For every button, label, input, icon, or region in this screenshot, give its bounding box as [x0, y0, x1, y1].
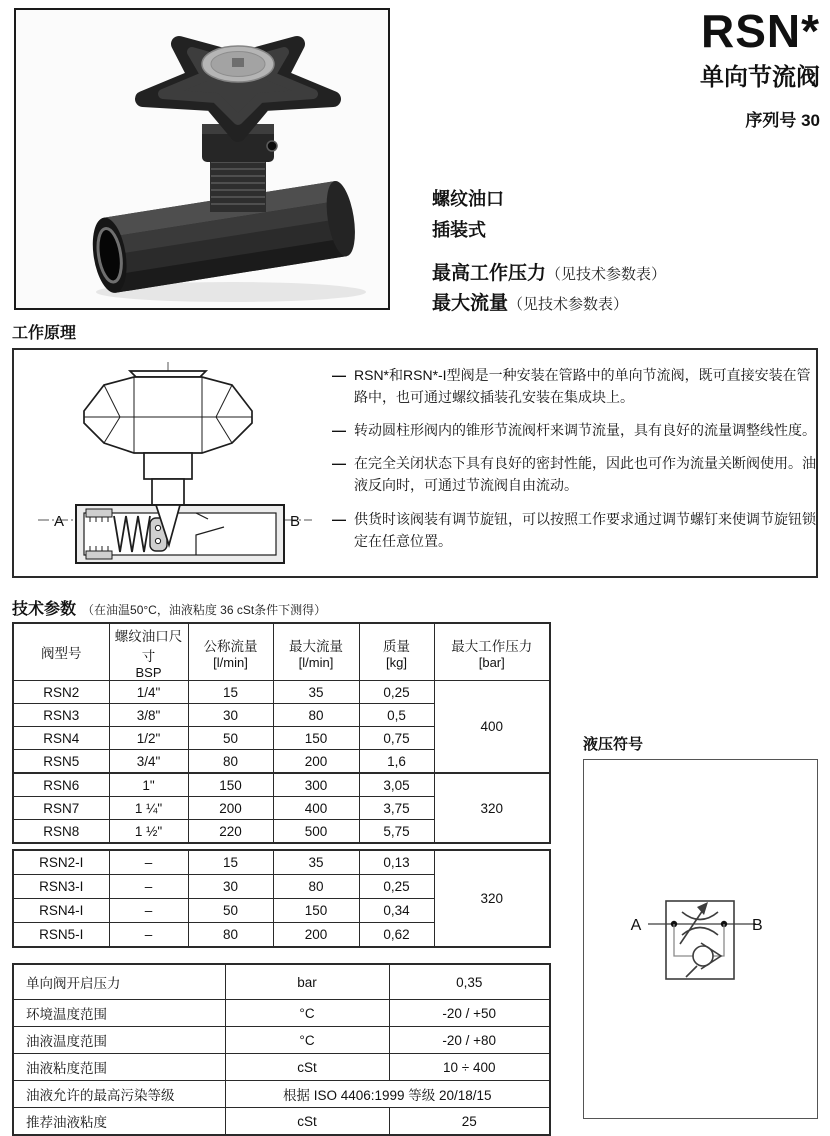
valve-product-photo: [16, 10, 388, 308]
spec-value-cell: 150: [188, 773, 273, 797]
max-pressure-cell: 400: [434, 681, 550, 774]
max-pressure-cell: 320: [434, 850, 550, 947]
valve-model-cell: RSN6: [13, 773, 109, 797]
valve-model-cell: RSN5: [13, 750, 109, 774]
hydraulic-symbol-box: [583, 759, 818, 1119]
spec-value-cell: –: [109, 850, 188, 875]
max-pressure-line: 最高工作压力（见技术参数表）: [432, 263, 667, 285]
port-type-label: 螺纹油口: [432, 189, 504, 209]
spec-value-cell: 1 ¼": [109, 797, 188, 820]
product-photo-frame: [14, 8, 390, 310]
general-params-table: [12, 963, 551, 1136]
max-pressure-note: （见技术参数表）: [546, 266, 667, 284]
param-label-cell: 油液允许的最高污染等级: [13, 1081, 225, 1108]
drawing-knob: [84, 371, 252, 453]
bullet-text: 供货时该阀装有调节旋钮，可以按照工作要求通过调节螺钉来使调节旋钮锁定在任意位置。: [354, 510, 816, 549]
mount-type-label: 插装式: [432, 219, 486, 240]
spec-value-cell: 200: [273, 750, 359, 774]
param-value-cell: 25: [389, 1108, 550, 1136]
working-principle-box: [12, 348, 818, 578]
spec-value-cell: 150: [273, 727, 359, 750]
title-block: [700, 6, 820, 131]
bullet-dash: —: [332, 422, 346, 439]
param-unit-cell: bar: [225, 964, 389, 1000]
tech-params-heading: 技术参数 （在油温50°C，油液粘度 36 cSt条件下测得）: [12, 601, 327, 618]
spec-row: [13, 681, 550, 704]
col-header-nominal-flow: 公称流量 [l/min]: [188, 623, 273, 681]
spec-value-cell: 0,13: [359, 850, 434, 875]
spec-value-cell: 500: [273, 820, 359, 844]
valve-model-cell: RSN5-I: [13, 923, 109, 948]
bullet-text: RSN*和RSN*-I型阀是一种安装在管路中的单向节流阀，既可直接安装在管路中，也可通过螺纹插装孔安装在集成块上。: [354, 367, 811, 406]
spec-value-cell: 50: [188, 899, 273, 923]
spec-value-cell: 80: [273, 875, 359, 899]
col-header-max-flow: 最大流量 [l/min]: [273, 623, 359, 681]
param-value-cell: -20 / +80: [389, 1027, 550, 1054]
spec-value-cell: 80: [188, 750, 273, 774]
throttle-check-valve-symbol: [584, 760, 817, 1116]
max-pressure-cell: 320: [434, 773, 550, 843]
param-value-cell: 10 ÷ 400: [389, 1054, 550, 1081]
spec-value-cell: 1/4": [109, 681, 188, 704]
param-row: [13, 964, 550, 1000]
valve-model-cell: RSN3: [13, 704, 109, 727]
set-screw: [267, 141, 277, 151]
main-spec-table: [12, 622, 551, 844]
port-b-label: B: [290, 513, 301, 530]
spec-value-cell: 400: [273, 797, 359, 820]
spec-value-cell: 1,6: [359, 750, 434, 774]
insert-spec-table: [12, 849, 551, 948]
param-row: [13, 1000, 550, 1027]
spec-value-cell: 0,75: [359, 727, 434, 750]
spec-row: [13, 773, 550, 797]
symbol-port-b-label: B: [752, 917, 763, 934]
spec-value-cell: 0,34: [359, 899, 434, 923]
valve-model-cell: RSN2-I: [13, 850, 109, 875]
spec-value-cell: 1/2": [109, 727, 188, 750]
hydraulic-symbol-heading: 液压符号: [583, 736, 644, 753]
spec-value-cell: 220: [188, 820, 273, 844]
spec-value-cell: –: [109, 875, 188, 899]
col-header-mass: 质量 [kg]: [359, 623, 434, 681]
spec-value-cell: –: [109, 899, 188, 923]
page-title-model: RSN*: [700, 5, 820, 57]
product-name: 单向节流阀: [700, 63, 820, 91]
working-principle-heading: 工作原理: [12, 325, 77, 342]
principle-bullet: [332, 452, 818, 496]
spec-value-cell: 15: [188, 850, 273, 875]
general-params-table-body: [13, 964, 550, 1135]
valve-model-cell: RSN8: [13, 820, 109, 844]
throttle-symbol: [680, 907, 718, 944]
spec-value-cell: 150: [273, 899, 359, 923]
spec-value-cell: 0,5: [359, 704, 434, 727]
valve-model-cell: RSN3-I: [13, 875, 109, 899]
adjust-arrow-head: [697, 902, 708, 915]
principle-bullets: [332, 364, 818, 563]
spec-value-cell: 50: [188, 727, 273, 750]
spec-value-cell: 35: [273, 850, 359, 875]
main-spec-table-body: [13, 681, 550, 844]
spec-value-cell: 5,75: [359, 820, 434, 844]
spec-value-cell: 80: [188, 923, 273, 948]
spec-value-cell: 35: [273, 681, 359, 704]
spec-value-cell: 0,25: [359, 681, 434, 704]
param-value-cell: 0,35: [389, 964, 550, 1000]
symbol-port-a-label: A: [630, 917, 642, 934]
spec-value-cell: 0,62: [359, 923, 434, 948]
bullet-text: 转动圆柱形阀内的锥形节流阀杆来调节流量，具有良好的流量调整线性度。: [354, 422, 816, 439]
valve-model-cell: RSN4: [13, 727, 109, 750]
bullet-dash: —: [332, 510, 346, 527]
param-unit-cell: cSt: [225, 1108, 389, 1136]
spec-value-cell: 3/4": [109, 750, 188, 774]
main-spec-table-header: [13, 623, 550, 681]
bullet-text: 在完全关闭状态下具有良好的密封性能，因此也可作为流量关断阀使用。油液反向时，可通过节流阀自由流动。: [354, 455, 816, 494]
param-value-cell: -20 / +50: [389, 1000, 550, 1027]
valve-model-cell: RSN4-I: [13, 899, 109, 923]
spec-value-cell: 200: [188, 797, 273, 820]
param-label-cell: 单向阀开启压力: [13, 964, 225, 1000]
valve-cross-section-drawing: [28, 359, 320, 566]
col-header-max-pressure: 最大工作压力 [bar]: [434, 623, 550, 681]
threaded-neck: [210, 156, 266, 212]
param-label-cell: 油液温度范围: [13, 1027, 225, 1054]
bullet-dash: —: [332, 455, 346, 472]
series-number: 序列号 30: [745, 110, 820, 130]
drawing-stem: [144, 453, 192, 509]
param-label-cell: 推荐油液粘度: [13, 1108, 225, 1136]
param-merged-cell: 根据 ISO 4406:1999 等级 20/18/15: [225, 1081, 550, 1108]
valve-model-cell: RSN2: [13, 681, 109, 704]
principle-bullet: [332, 364, 818, 408]
col-header-bsp: 螺纹油口尺寸 BSP: [109, 623, 188, 681]
test-condition-note: （在油温50°C，油液粘度 36 cSt条件下测得）: [82, 603, 327, 617]
drawing-body: [76, 505, 284, 563]
spec-value-cell: 3,75: [359, 797, 434, 820]
check-valve-symbol: [686, 943, 721, 977]
param-unit-cell: °C: [225, 1027, 389, 1054]
spec-value-cell: 200: [273, 923, 359, 948]
param-row: [13, 1054, 550, 1081]
spec-value-cell: 1 ½": [109, 820, 188, 844]
max-flow-line: 最大流量（见技术参数表）: [432, 292, 629, 314]
spec-value-cell: –: [109, 923, 188, 948]
spec-value-cell: 3/8": [109, 704, 188, 727]
summary-block: [432, 184, 666, 318]
insert-spec-table-body: [13, 850, 550, 947]
principle-bullet: [332, 508, 818, 552]
spec-value-cell: 0,25: [359, 875, 434, 899]
param-row: [13, 1108, 550, 1136]
param-label-cell: 环境温度范围: [13, 1000, 225, 1027]
col-header-model: 阀型号: [13, 623, 109, 681]
bullet-dash: —: [332, 367, 346, 383]
spec-value-cell: 30: [188, 704, 273, 727]
param-unit-cell: °C: [225, 1000, 389, 1027]
principle-bullet: [332, 419, 818, 441]
spec-value-cell: 300: [273, 773, 359, 797]
param-label-cell: 油液粘度范围: [13, 1054, 225, 1081]
spec-value-cell: 15: [188, 681, 273, 704]
port-a-label: A: [54, 513, 65, 530]
spec-value-cell: 1": [109, 773, 188, 797]
spec-value-cell: 3,05: [359, 773, 434, 797]
param-row: [13, 1027, 550, 1054]
valve-model-cell: RSN7: [13, 797, 109, 820]
param-row: [13, 1081, 550, 1108]
spec-row: [13, 850, 550, 875]
param-unit-cell: cSt: [225, 1054, 389, 1081]
spec-value-cell: 80: [273, 704, 359, 727]
spec-value-cell: 30: [188, 875, 273, 899]
max-flow-note: （见技术参数表）: [508, 295, 629, 313]
